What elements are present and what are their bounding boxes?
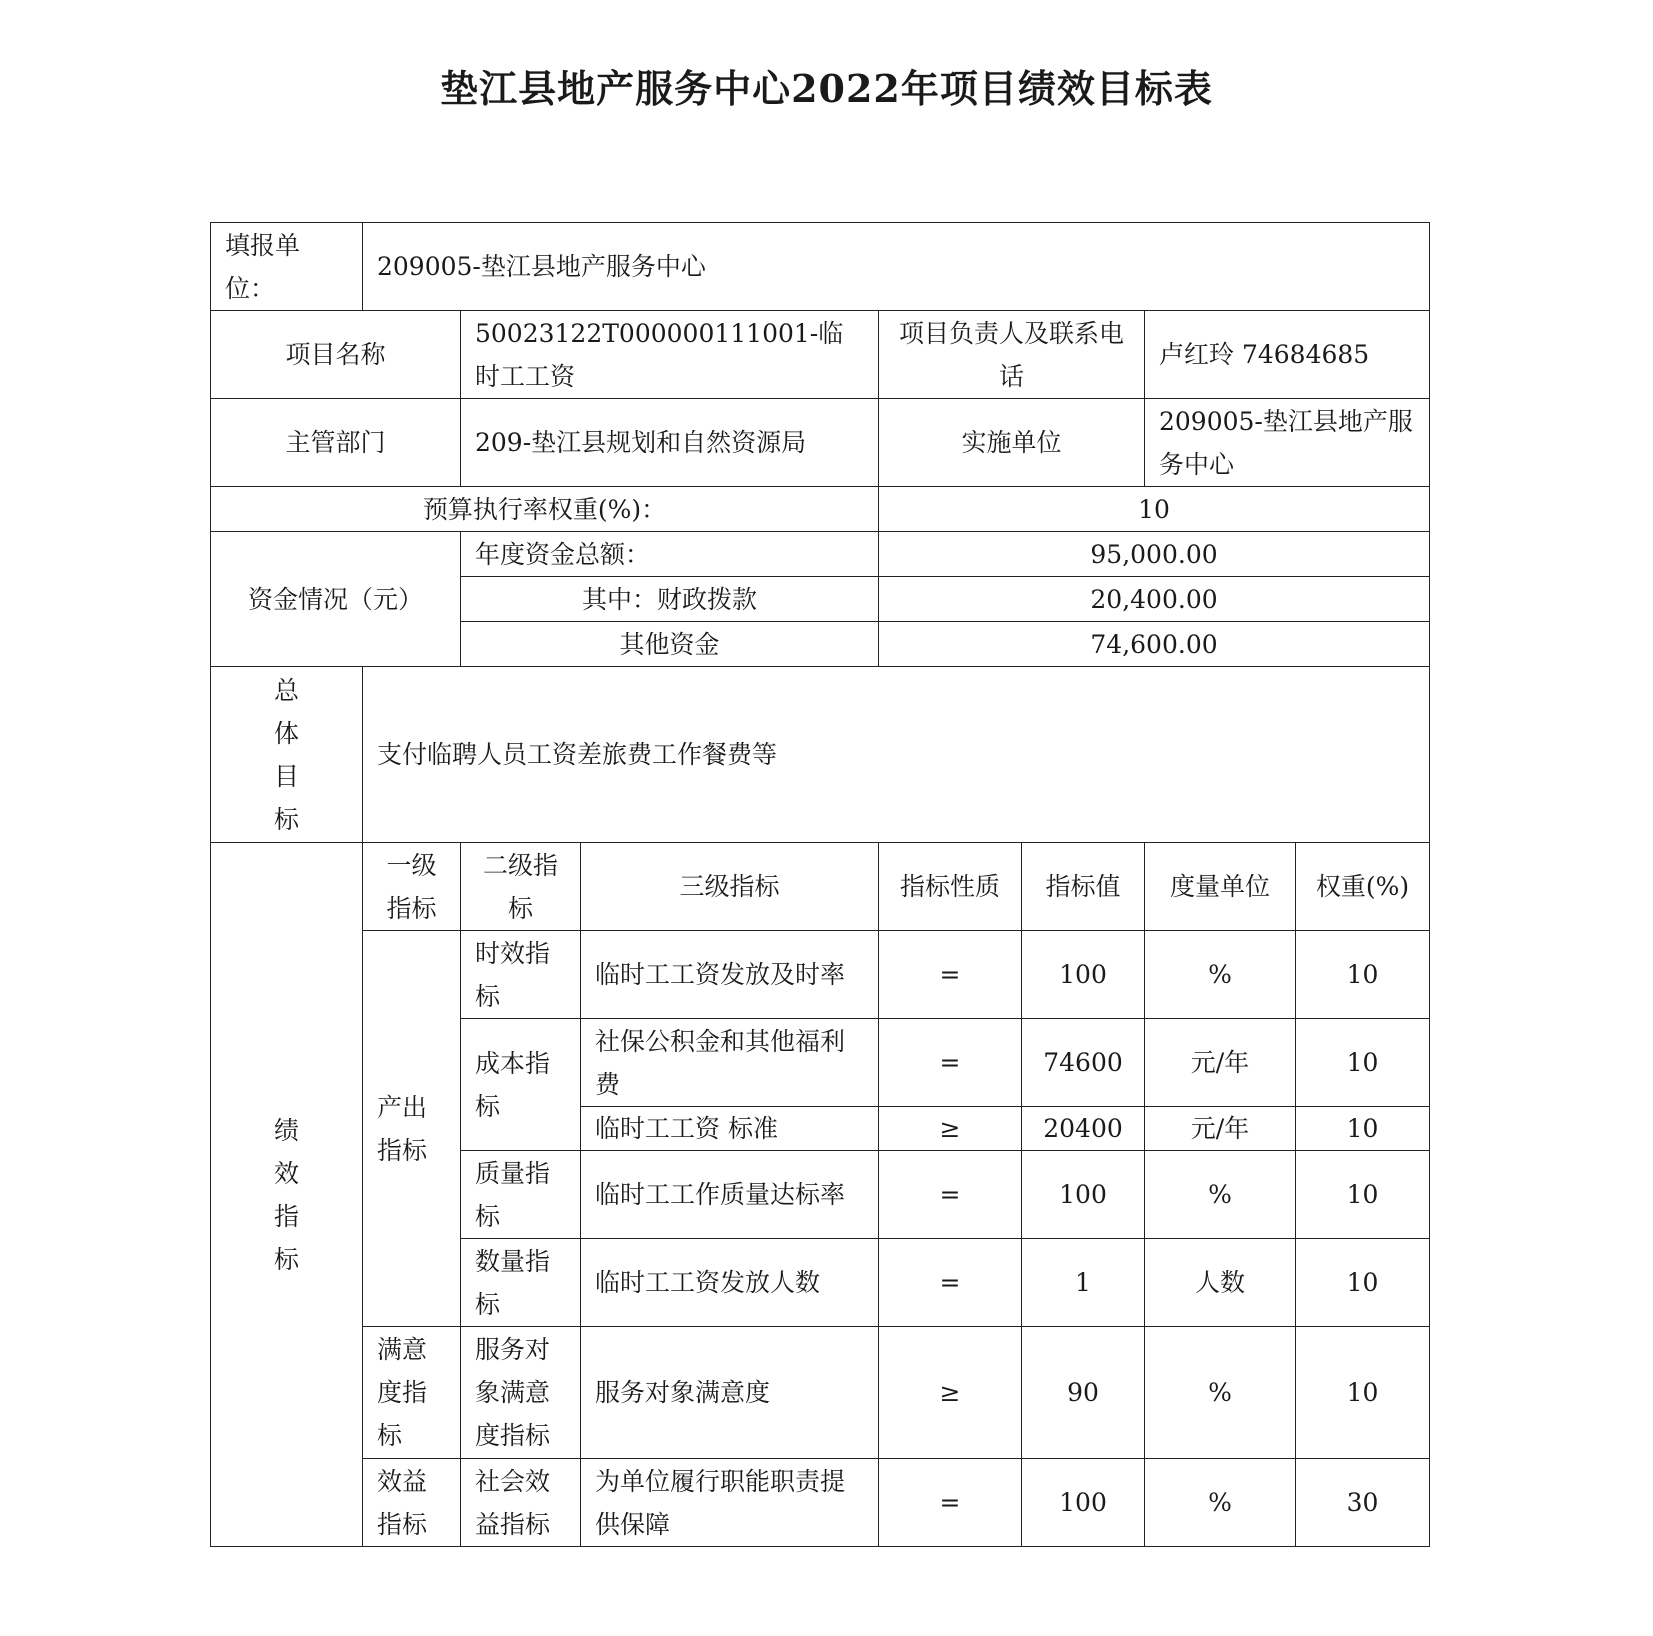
subgroup-service-satisfaction: 服务对象满意度指标 <box>461 1327 581 1459</box>
implementing-unit-value: 209005-垫江县地产服务中心 <box>1145 399 1430 487</box>
reporting-unit-value: 209005-垫江县地产服务中心 <box>363 223 1430 311</box>
value-cell: 100 <box>1022 1151 1145 1239</box>
table-row <box>211 1459 1430 1547</box>
nature-cell: = <box>879 1019 1022 1107</box>
perf-label: 绩效指标 <box>211 843 363 1547</box>
subgroup-quality: 质量指标 <box>461 1151 581 1239</box>
level3-cell: 临时工工资发放及时率 <box>581 931 879 1019</box>
unit-cell: % <box>1145 1459 1296 1547</box>
unit-cell: 人数 <box>1145 1239 1296 1327</box>
level3-cell: 服务对象满意度 <box>581 1327 879 1459</box>
unit-cell: % <box>1145 931 1296 1019</box>
funds-total-value: 95,000.00 <box>879 532 1430 577</box>
nature-cell: ≥ <box>879 1107 1022 1151</box>
group-output: 产出指标 <box>363 931 461 1327</box>
subgroup-social-benefit: 社会效益指标 <box>461 1459 581 1547</box>
nature-cell: = <box>879 1459 1022 1547</box>
budget-weight-label: 预算执行率权重(%)： <box>211 487 879 532</box>
nature-cell: = <box>879 1239 1022 1327</box>
budget-weight-row <box>211 487 1430 532</box>
project-name-row <box>211 311 1430 399</box>
group-satisfaction: 满意度指标 <box>363 1327 461 1459</box>
level3-cell: 临时工工资 标准 <box>581 1107 879 1151</box>
weight-cell: 30 <box>1296 1459 1430 1547</box>
overall-goal-value: 支付临聘人员工资差旅费工作餐费等 <box>363 667 1430 843</box>
competent-dept-value: 209-垫江县规划和自然资源局 <box>461 399 879 487</box>
overall-goal-row <box>211 667 1430 843</box>
level3-cell: 社保公积金和其他福利费 <box>581 1019 879 1107</box>
project-name-value: 50023122T000000111001-临时工工资 <box>461 311 879 399</box>
funds-total-label: 年度资金总额： <box>461 532 879 577</box>
nature-cell: ≥ <box>879 1327 1022 1459</box>
funds-other-value: 74,600.00 <box>879 622 1430 667</box>
overall-goal-label: 总体目标 <box>211 667 363 843</box>
header-level1: 一级指标 <box>363 843 461 931</box>
reporting-unit-row <box>211 223 1430 311</box>
value-cell: 20400 <box>1022 1107 1145 1151</box>
project-name-label: 项目名称 <box>211 311 461 399</box>
subgroup-timeliness: 时效指标 <box>461 931 581 1019</box>
project-leader-label: 项目负责人及联系电话 <box>879 311 1145 399</box>
header-nature: 指标性质 <box>879 843 1022 931</box>
weight-cell: 10 <box>1296 931 1430 1019</box>
perf-header-row <box>211 843 1430 931</box>
unit-cell: 元/年 <box>1145 1019 1296 1107</box>
project-leader-value: 卢红玲 74684685 <box>1145 311 1430 399</box>
table-row <box>211 1327 1430 1459</box>
weight-cell: 10 <box>1296 1327 1430 1459</box>
level3-cell: 临时工工资发放人数 <box>581 1239 879 1327</box>
funds-fiscal-label: 其中：财政拨款 <box>461 577 879 622</box>
unit-cell: % <box>1145 1327 1296 1459</box>
performance-target-table <box>210 222 1430 1547</box>
value-cell: 90 <box>1022 1327 1145 1459</box>
value-cell: 100 <box>1022 1459 1145 1547</box>
level3-cell: 临时工工作质量达标率 <box>581 1151 879 1239</box>
competent-dept-label: 主管部门 <box>211 399 461 487</box>
value-cell: 1 <box>1022 1239 1145 1327</box>
unit-cell: 元/年 <box>1145 1107 1296 1151</box>
header-unit: 度量单位 <box>1145 843 1296 931</box>
funds-fiscal-value: 20,400.00 <box>879 577 1430 622</box>
header-level3: 三级指标 <box>581 843 879 931</box>
group-benefit: 效益指标 <box>363 1459 461 1547</box>
header-value: 指标值 <box>1022 843 1145 931</box>
reporting-unit-label: 填报单位： <box>211 223 363 311</box>
header-weight: 权重(%) <box>1296 843 1430 931</box>
header-level2: 二级指标 <box>461 843 581 931</box>
implementing-unit-label: 实施单位 <box>879 399 1145 487</box>
nature-cell: = <box>879 931 1022 1019</box>
weight-cell: 10 <box>1296 1107 1430 1151</box>
budget-weight-value: 10 <box>879 487 1430 532</box>
value-cell: 74600 <box>1022 1019 1145 1107</box>
funds-label: 资金情况（元） <box>211 532 461 667</box>
unit-cell: % <box>1145 1151 1296 1239</box>
weight-cell: 10 <box>1296 1151 1430 1239</box>
subgroup-quantity: 数量指标 <box>461 1239 581 1327</box>
value-cell: 100 <box>1022 931 1145 1019</box>
weight-cell: 10 <box>1296 1019 1430 1107</box>
funds-total-row <box>211 532 1430 577</box>
funds-other-label: 其他资金 <box>461 622 879 667</box>
page-title: 垫江县地产服务中心2022年项目绩效目标表 <box>440 66 1213 111</box>
nature-cell: = <box>879 1151 1022 1239</box>
level3-cell: 为单位履行职能职责提供保障 <box>581 1459 879 1547</box>
table-row <box>211 931 1430 1019</box>
weight-cell: 10 <box>1296 1239 1430 1327</box>
subgroup-cost: 成本指标 <box>461 1019 581 1151</box>
competent-dept-row <box>211 399 1430 487</box>
